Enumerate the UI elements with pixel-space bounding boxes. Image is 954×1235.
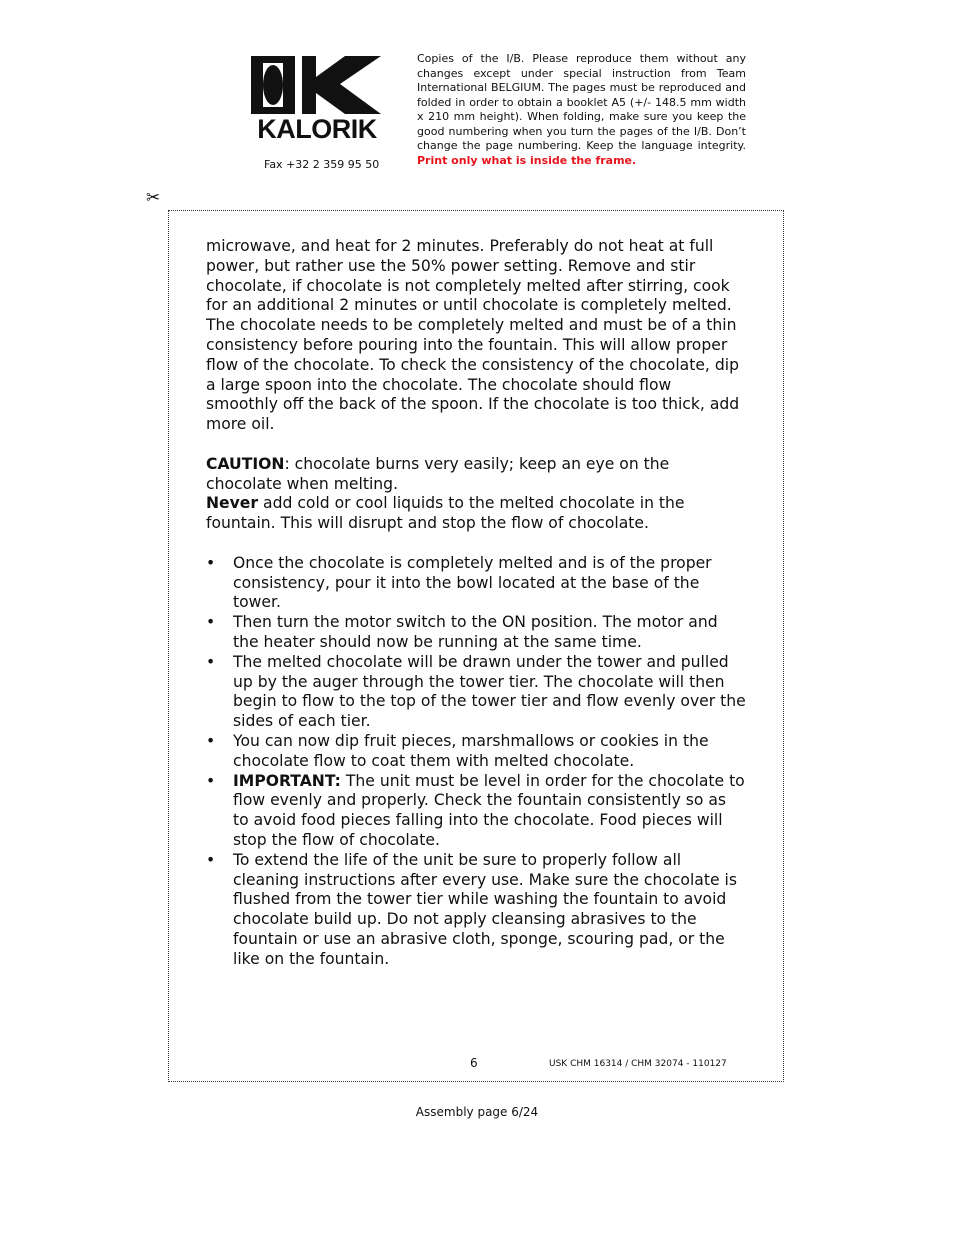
bullet-icon: • — [206, 850, 216, 869]
bullet-icon: • — [206, 731, 216, 750]
notice-red-text: Print only what is inside the frame. — [417, 153, 637, 167]
bullet-icon: • — [206, 652, 216, 671]
instruction-list — [206, 554, 746, 970]
intro-paragraph: microwave, and heat for 2 minutes. Preferably do not heat at full power, but rather use the 50% power setting. Remove and stir chocolate, if chocolate is not completely melted after stirring, cook for an additional 2 minutes or until chocolate is completely melted. The chocolate needs to be completely melted and must be of a thin consistency before pouring into the fountain. This will allow proper flow of the chocolate. To check the consistency of the chocolate, dip a large spoon into the chocolate. The chocolate should flow smoothly off the back of the spoon. If the chocolate is too thick, add more oil. — [206, 237, 740, 434]
list-item — [206, 554, 746, 613]
bullet-icon: • — [206, 553, 216, 572]
list-item — [206, 613, 746, 653]
fax-number: Fax +32 2 359 95 50 — [264, 158, 380, 171]
caution-label: CAUTION — [206, 454, 285, 473]
never-paragraph — [206, 494, 746, 534]
never-label: Never — [206, 494, 259, 513]
kalorik-logo — [250, 55, 384, 144]
list-item-text: The melted chocolate will be drawn under the tower and pulled up by the auger through the tower tier. The chocolate will then begin to flow to the top of the tower tier and flow evenly over the sides of each tier. — [233, 652, 746, 731]
model-number: USK CHM 16314 / CHM 32074 - 110127 — [549, 1059, 727, 1069]
list-item-text: The unit must be level in order for the chocolate to flow evenly and properly. Check the fountain consistently so as to avoid food pieces falling into the chocolate. Food pieces will stop the flow of chocolate. — [233, 771, 745, 849]
spacer — [206, 435, 746, 455]
list-item-text: You can now dip fruit pieces, marshmallows or cookies in the chocolate flow to coat them with melted chocolate. — [233, 731, 709, 770]
caution-paragraph — [206, 455, 746, 495]
spacer — [206, 534, 746, 554]
list-item — [206, 851, 746, 970]
brand-name: KALORIK — [257, 114, 377, 144]
assembly-page-label: Assembly page 6/24 — [415, 1105, 539, 1119]
notice-text: Copies of the I/B. Please reproduce them without any changes except under special instruction from Team International BELGIUM. The pages must be reproduced and folded in order to obtain a booklet A5 (+/- 148.5 mm width x 210 mm height). When folding, make sure you keep the good numbering when you turn the pages of the I/B. Don’t change the page numbering. Keep the language integrity. — [417, 52, 746, 152]
caution-text: : chocolate burns very easily; keep an eye on the chocolate when melting. — [206, 454, 670, 493]
bullet-icon: • — [206, 771, 216, 790]
list-item-text: Then turn the motor switch to the ON position. The motor and the heater should now be running at the same time. — [233, 613, 718, 651]
important-label: IMPORTANT: — [233, 771, 341, 790]
page-number: 6 — [470, 1056, 478, 1070]
page-content — [206, 237, 746, 969]
kalorik-emblem-icon — [250, 55, 384, 117]
list-item — [206, 772, 746, 851]
bullet-icon: • — [206, 613, 216, 632]
list-item — [206, 732, 746, 772]
list-item-text: Once the chocolate is completely melted and is of the proper consistency, pour it into the bowl located at the base of the tower. — [233, 553, 712, 612]
list-item-text: To extend the life of the unit be sure to properly follow all cleaning instructions after every use. Make sure the chocolate is flushed from the tower tier while washing the fountain to avoid chocolate build up. Do not apply cleansing abrasives to the fountain or use an abrasive cloth, sponge, scouring pad, or the like on the fountain. — [233, 850, 737, 968]
reproduction-notice — [417, 52, 746, 168]
never-text: add cold or cool liquids to the melted chocolate in the fountain. This will disrupt and stop the flow of chocolate. — [206, 494, 685, 533]
list-item — [206, 653, 746, 732]
scissors-icon: ✂ — [146, 188, 161, 208]
